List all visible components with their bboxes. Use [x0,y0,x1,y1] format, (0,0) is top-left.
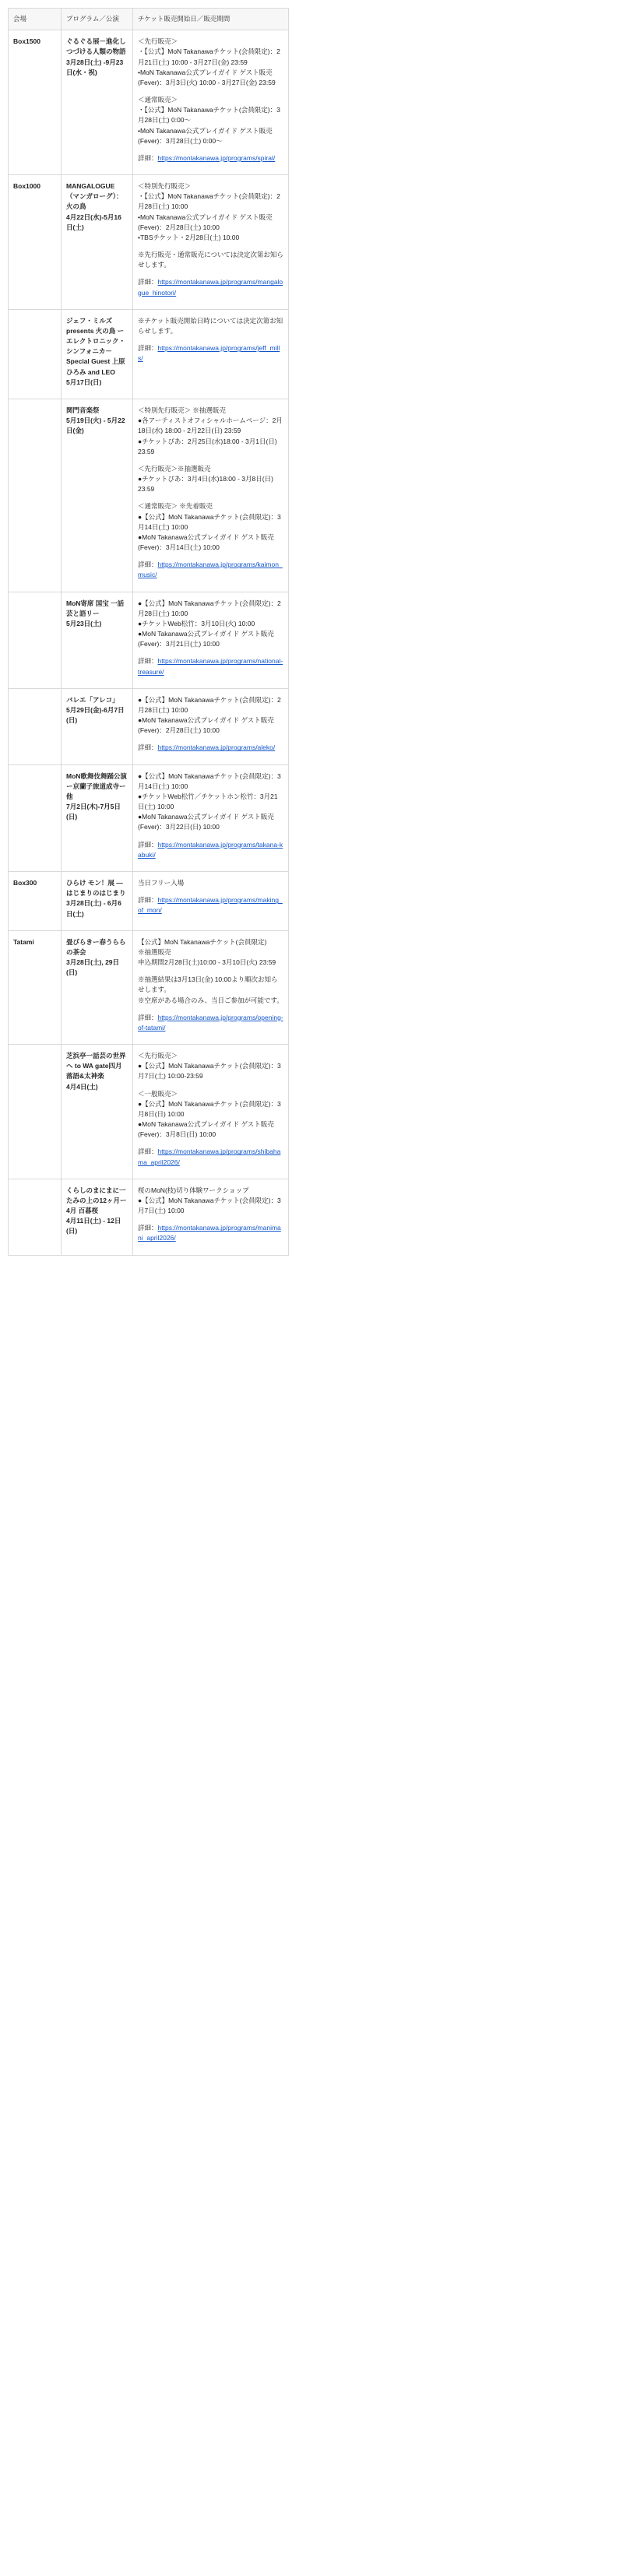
program-line: MoN寄席 国宝 一話芸と語リー [66,599,125,617]
column-header-ticket: チケット販売開始日／販売期間 [133,9,289,30]
program-cell [62,30,133,175]
ticket-cell [133,1179,289,1255]
ticket-line: ・【公式】MoN Takanawaチケット(会員限定)：2月21日(土) 10:00 - 3月27日(金) 23:59 [138,47,280,66]
ticket-cell [133,930,289,1044]
table-row [9,30,289,175]
ticket-line: ●【公式】MoN Takanawaチケット(会員限定)：3月14日(土) 10:00 [138,771,281,790]
ticket-line: ●【公式】MoN Takanawaチケット(会員限定)：3月14日(土) 10:00 [138,512,281,531]
ticket-line: ＜特別先行販売＞ [138,182,192,191]
table-row [9,688,289,764]
spacer [138,553,283,560]
ticket-line: ＜通常販売＞ [138,96,178,104]
program-line: 5月19日(火) - 5月22日(金) [66,416,125,435]
table-body [9,30,289,1255]
ticket-cell [133,592,289,688]
program-line: ひらけ モン！展 — はじまりのはじまり [66,879,126,898]
program-detail-link[interactable]: https://montakanawa.jp/programs/mangalogue_hinotori/ [138,278,283,297]
ticket-line: 詳細：https://montakanawa.jp/programs/manimani_april2026/ [138,1224,281,1242]
spacer [138,494,283,501]
program-detail-link[interactable]: https://montakanawa.jp/programs/national-treasure/ [138,657,283,676]
ticket-line: ●MoN Takanawa公式プレイガイド ゲスト販売(Fever)：2月28日(土) 10:00 [138,716,274,735]
venue-cell [9,309,62,399]
spacer [138,1006,283,1013]
spacer [138,243,283,250]
table-row [9,764,289,871]
ticket-cell [133,1045,289,1179]
program-line: 3月28日(土), 29日(日) [66,958,120,977]
program-line: 4月11日(土) - 12日(日) [66,1217,121,1235]
ticket-line: •MoN Takanawa公式プレイガイド ゲスト販売(Fever)：2月28日(土) 10:00 [138,213,273,231]
ticket-line: ●各アーティストオフィシャルホームページ：2月18日(水) 18:00 - 2月22日(日) 23:59 [138,416,283,435]
table-row [9,399,289,592]
spacer [138,1082,283,1089]
ticket-cell [133,399,289,592]
ticket-line: 詳細：https://montakanawa.jp/programs/takana-kabuki/ [138,840,283,859]
ticket-line: 詳細：https://montakanawa.jp/programs/kaimon_music/ [138,561,283,579]
ticket-cell [133,688,289,764]
ticket-line: 詳細：https://montakanawa.jp/programs/opening-of-tatami/ [138,1013,283,1031]
program-line: 7月2日(木)-7月5日(日) [66,803,121,821]
column-header-program: プログラム／公演 [62,9,133,30]
spacer [138,146,283,153]
ticket-line: ＜先行販売＞ [138,1052,178,1060]
ticket-line: ＜先行販売＞ [138,37,178,46]
program-cell [62,592,133,688]
program-line: 4月22日(水)-5月16日(土) [66,213,121,231]
spacer [138,833,283,840]
ticket-line: ※抽選販売 [138,947,171,956]
ticket-line: ●MoN Takanawa公式プレイガイド ゲスト販売(Fever)：3月8日(日) 10:00 [138,1120,274,1139]
venue-cell [9,1179,62,1255]
ticket-line: ●MoN Takanawa公式プレイガイド ゲスト販売(Fever)：3月22日(日) 10:00 [138,813,274,831]
venue-cell: Box300 [9,872,62,931]
table-row [9,309,289,399]
program-detail-link[interactable]: https://montakanawa.jp/programs/jeff_mills/ [138,344,280,363]
program-detail-link[interactable]: https://montakanawa.jp/programs/kaimon_music/ [138,561,283,579]
program-line: 関門音楽祭 [66,406,100,414]
program-line: MoN歌舞伎舞踊公演 ー京蘭子旅道成寺ー 他 [66,771,129,800]
table-row [9,175,289,310]
ticket-line: ●【公式】MoN Takanawaチケット(会員限定)：3月7日(土) 10:00 [138,1196,281,1215]
ticket-line: ※チケット販売開始日時については決定次第お知らせします。 [138,316,283,335]
spacer [138,457,283,464]
column-header-venue: 会場 [9,9,62,30]
spacer [138,336,283,343]
ticket-line: ●チケットぴあ：3月4日(水)18:00 - 3月8日(日) 23:59 [138,475,276,494]
table-row [9,1179,289,1255]
ticket-line: •MoN Takanawa公式プレイガイド ゲスト販売(Fever)：3月28日(土) 0:00〜 [138,126,273,145]
venue-cell [9,688,62,764]
program-line: ぐるぐる展－進化しつづける人類の物語 [66,37,126,56]
ticket-line: ●【公式】MoN Takanawaチケット(会員限定)：3月8日(日) 10:00 [138,1099,281,1118]
ticket-line: 桜のMoN(枝)切り体験ワークショップ [138,1186,249,1194]
ticket-schedule-table [8,8,289,1256]
venue-cell: Tatami [9,930,62,1044]
program-cell [62,872,133,931]
ticket-cell [133,309,289,399]
ticket-line: ●【公式】MoN Takanawaチケット(会員限定)：3月7日(土) 10:00-23:59 [138,1062,281,1081]
spacer [138,1216,283,1223]
ticket-line: ●MoN Takanawa公式プレイガイド ゲスト販売(Fever)：3月21日(土) 10:00 [138,630,274,648]
spacer [138,888,283,895]
ticket-line: ※空席がある場合のみ、当日ご参加が可能です。 [138,996,283,1004]
program-cell [62,1179,133,1255]
ticket-line: ●チケットWeb松竹／チケットホン松竹：3月21日(土) 10:00 [138,792,278,811]
ticket-line: ＜通常販売＞ ※先着販売 [138,502,213,511]
ticket-line: ＜特別先行販売＞ ※抽選販売 [138,406,226,414]
program-line: 3月28日(土) -9月23日(水・祝) [66,58,124,76]
program-line: 5月17日(日) [66,378,102,386]
program-line: くらしのまにまに一たみの上の12ヶ月ー4月 百暮桜 [66,1186,127,1215]
venue-cell [9,399,62,592]
ticket-cell [133,872,289,931]
table-row [9,930,289,1044]
program-detail-link[interactable]: https://montakanawa.jp/programs/making_of_mon/ [138,896,283,915]
ticket-line: 【公式】MoN Takanawaチケット(会員限定) [138,937,267,946]
ticket-line: ・【公式】MoN Takanawaチケット(会員限定)：2月28日(土) 10:00 [138,192,280,211]
ticket-line: 詳細：https://montakanawa.jp/programs/national-treasure/ [138,657,283,676]
program-cell [62,764,133,871]
spacer [138,736,283,743]
program-cell [62,399,133,592]
ticket-line: 詳細：https://montakanawa.jp/programs/making_of_mon/ [138,896,283,915]
ticket-line: ●チケットぴあ：2月25日(水)18:00 - 3月1日(日) 23:59 [138,437,280,455]
table-row [9,592,289,688]
ticket-cell [133,764,289,871]
ticket-line: •MoN Takanawa公式プレイガイド ゲスト販売(Fever)：3月3日(火) 10:00 - 3月27日(金) 23:59 [138,68,276,86]
venue-cell [9,1045,62,1179]
program-detail-link[interactable]: https://montakanawa.jp/programs/spiral/ [157,153,276,162]
program-detail-link[interactable]: https://montakanawa.jp/programs/aleko/ [157,743,276,752]
program-detail-link[interactable]: https://montakanawa.jp/programs/opening-of-tatami/ [138,1013,283,1031]
ticket-line: ＜先行販売＞※抽選販売 [138,464,211,473]
ticket-line: ●【公式】MoN Takanawaチケット(会員限定)：2月28日(土) 10:00 [138,599,281,617]
program-detail-link[interactable]: https://montakanawa.jp/programs/manimani_april2026/ [138,1224,281,1242]
program-line: ジェフ・ミルズ presents 火の鳥 ーエレクトロニック・シンフォニカ－Special Guest 上原ひろみ and LEO [66,316,125,376]
spacer [138,649,283,656]
venue-cell [9,764,62,871]
ticket-line: 詳細：https://montakanawa.jp/programs/spiral/ [138,153,276,162]
ticket-line: •TBSチケット・2月28日(土) 10:00 [138,233,240,241]
program-line: 4月4日(土) [66,1082,98,1091]
venue-cell: Box1500 [9,30,62,175]
ticket-line: 当日フリー入場 [138,879,185,887]
table-row [9,872,289,931]
ticket-line: 詳細：https://montakanawa.jp/programs/shibahama_april2026/ [138,1147,281,1166]
ticket-line: 詳細：https://montakanawa.jp/programs/mangalogue_hinotori/ [138,278,283,297]
program-cell [62,688,133,764]
program-line: 5月23日(土) [66,619,102,627]
ticket-line: ●MoN Takanawa公式プレイガイド ゲスト販売(Fever)：3月14日(土) 10:00 [138,532,274,552]
spacer [138,270,283,277]
ticket-line: ※先行販売・通常販売については決定次第お知らせします。 [138,251,283,269]
spacer [138,88,283,95]
program-detail-link[interactable]: https://montakanawa.jp/programs/shibahama_april2026/ [138,1147,281,1166]
ticket-line: ●【公式】MoN Takanawaチケット(会員限定)：2月28日(土) 10:00 [138,695,281,714]
program-line: バレエ「アレコ」 [66,695,119,704]
ticket-cell [133,30,289,175]
venue-cell [9,592,62,688]
ticket-cell [133,175,289,310]
program-cell [62,930,133,1044]
program-line: 3月28日(土) - 6月6日(土) [66,899,121,918]
spacer [138,1140,283,1147]
venue-cell: Box1000 [9,175,62,310]
program-line: 芝浜亭一話芸の世界へ to WA gate四月 落語&太神楽 [66,1052,126,1081]
program-cell [62,309,133,399]
program-line: 畳びらきー春うららの茶会 [66,937,126,956]
program-cell [62,1045,133,1179]
table-header-row [9,9,289,30]
program-line: 5月29日(金)-6月7日(日) [66,705,125,725]
spacer [138,968,283,975]
ticket-line: 詳細：https://montakanawa.jp/programs/aleko/ [138,743,276,752]
table-row [9,1045,289,1179]
ticket-line: 申込期間2月28日(土)10:00 - 3月10日(火) 23:59 [138,958,276,967]
program-detail-link[interactable]: https://montakanawa.jp/programs/takana-kabuki/ [138,840,283,859]
ticket-line: ●チケットWeb松竹：3月10日(火) 10:00 [138,619,255,627]
program-line: MANGALOGUE（マンガローグ）：火の鳥 [66,182,123,211]
program-cell [62,175,133,310]
ticket-line: ・【公式】MoN Takanawaチケット(会員限定)：3月28日(土) 0:00〜 [138,106,280,125]
ticket-line: ※抽選結果は3月13日(金) 10:00より順次お知らせします。 [138,975,278,994]
ticket-line: ＜一般販売＞ [138,1089,178,1098]
ticket-line: 詳細：https://montakanawa.jp/programs/jeff_mills/ [138,344,280,363]
